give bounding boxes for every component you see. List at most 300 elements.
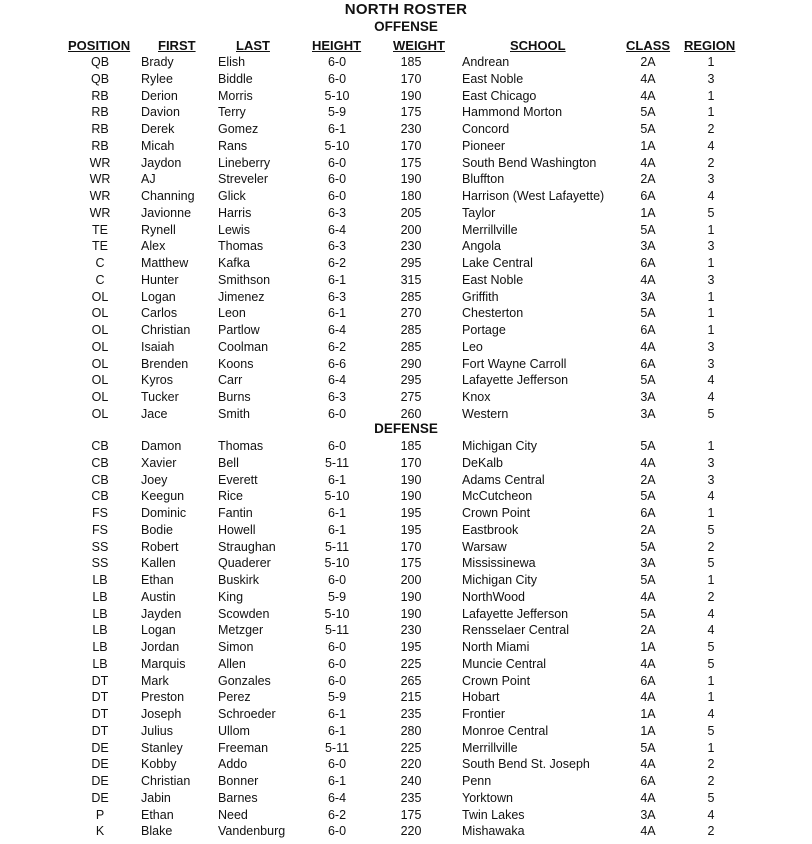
cell-height: 6-3 bbox=[327, 239, 347, 254]
cell-first: Joey bbox=[141, 472, 168, 487]
cell-last: Harris bbox=[218, 205, 252, 220]
cell-class: 3A bbox=[640, 807, 656, 822]
cell-position: LB bbox=[92, 623, 108, 638]
cell-position: WR bbox=[89, 205, 111, 220]
cell-last: Addo bbox=[218, 757, 248, 772]
cell-first: Kallen bbox=[141, 556, 176, 571]
table-row bbox=[0, 689, 812, 706]
cell-position: OL bbox=[91, 373, 109, 388]
table-row bbox=[0, 255, 812, 272]
page-title: NORTH ROSTER bbox=[344, 1, 468, 18]
cell-height: 6-0 bbox=[327, 189, 347, 203]
cell-last: Koons bbox=[218, 356, 254, 371]
table-row bbox=[0, 121, 812, 138]
cell-class: 5A bbox=[640, 539, 656, 554]
cell-weight: 285 bbox=[400, 289, 422, 304]
table-row bbox=[0, 773, 812, 790]
cell-position: SS bbox=[91, 539, 109, 554]
table-row bbox=[0, 790, 812, 807]
cell-last: Burns bbox=[218, 390, 251, 404]
cell-school: Michigan City bbox=[462, 439, 538, 453]
cell-class: 2A bbox=[640, 472, 656, 487]
cell-weight: 170 bbox=[400, 539, 422, 554]
cell-first: Tucker bbox=[141, 390, 179, 404]
cell-region: 5 bbox=[707, 205, 715, 220]
table-row bbox=[0, 88, 812, 105]
cell-school: South Bend Washington bbox=[462, 155, 597, 170]
cell-first: AJ bbox=[141, 172, 156, 187]
header-region: REGION bbox=[684, 38, 736, 53]
cell-weight: 175 bbox=[400, 807, 422, 822]
cell-last: Buskirk bbox=[218, 573, 259, 587]
cell-last: Metzger bbox=[218, 623, 264, 638]
cell-position: SS bbox=[91, 556, 109, 571]
cell-class: 4A bbox=[640, 272, 656, 287]
cell-school: Bluffton bbox=[462, 172, 505, 187]
cell-weight: 205 bbox=[400, 205, 422, 220]
cell-height: 6-0 bbox=[327, 439, 347, 453]
cell-class: 5A bbox=[640, 740, 656, 755]
cell-last: Everett bbox=[218, 472, 258, 487]
cell-first: Austin bbox=[141, 589, 176, 604]
cell-first: Joseph bbox=[141, 707, 182, 721]
cell-class: 4A bbox=[640, 455, 656, 470]
cell-height: 5-9 bbox=[327, 589, 347, 604]
cell-height: 5-9 bbox=[327, 690, 347, 705]
cell-weight: 175 bbox=[400, 155, 422, 170]
cell-position: WR bbox=[89, 172, 111, 187]
cell-region: 3 bbox=[707, 339, 715, 354]
table-row bbox=[0, 472, 812, 489]
cell-position: LB bbox=[92, 656, 108, 671]
cell-first: Kobby bbox=[141, 757, 177, 772]
cell-position: LB bbox=[92, 589, 108, 604]
table-row bbox=[0, 555, 812, 572]
cell-weight: 200 bbox=[400, 573, 422, 587]
cell-weight: 285 bbox=[400, 323, 422, 337]
cell-class: 4A bbox=[640, 71, 656, 86]
cell-class: 4A bbox=[640, 757, 656, 772]
cell-school: East Noble bbox=[462, 71, 524, 86]
cell-height: 6-0 bbox=[327, 155, 347, 170]
cell-last: Bell bbox=[218, 455, 239, 470]
header-last: LAST bbox=[236, 38, 270, 53]
cell-school: Lafayette Jefferson bbox=[462, 606, 569, 621]
table-row bbox=[0, 171, 812, 188]
cell-last: Smith bbox=[218, 406, 250, 421]
cell-class: 3A bbox=[640, 289, 656, 304]
cell-class: 1A bbox=[640, 723, 656, 738]
cell-last: Barnes bbox=[218, 790, 258, 805]
cell-height: 6-3 bbox=[327, 205, 347, 220]
cell-height: 6-1 bbox=[327, 506, 347, 520]
cell-last: Partlow bbox=[218, 323, 260, 337]
cell-height: 5-10 bbox=[324, 556, 350, 571]
cell-position: DE bbox=[91, 757, 109, 772]
cell-school: Griffith bbox=[462, 289, 499, 304]
cell-height: 6-1 bbox=[327, 707, 347, 721]
cell-first: Rylee bbox=[141, 71, 173, 86]
table-row bbox=[0, 572, 812, 589]
offense-table bbox=[0, 54, 812, 423]
cell-position: LB bbox=[92, 606, 108, 621]
cell-weight: 295 bbox=[400, 256, 422, 270]
header-weight: WEIGHT bbox=[393, 38, 445, 53]
cell-weight: 190 bbox=[400, 88, 422, 103]
cell-region: 3 bbox=[707, 272, 715, 287]
cell-class: 5A bbox=[640, 606, 656, 621]
defense-table bbox=[0, 438, 812, 840]
cell-position: DT bbox=[91, 690, 109, 705]
cell-class: 6A bbox=[640, 323, 656, 337]
cell-class: 4A bbox=[640, 339, 656, 354]
cell-first: Rynell bbox=[141, 222, 176, 237]
cell-position: DE bbox=[91, 740, 109, 755]
cell-last: Need bbox=[218, 807, 248, 822]
cell-first: Channing bbox=[141, 189, 195, 203]
cell-weight: 315 bbox=[400, 272, 422, 287]
cell-weight: 195 bbox=[400, 640, 422, 654]
cell-height: 6-0 bbox=[327, 172, 347, 187]
cell-region: 4 bbox=[707, 606, 715, 621]
table-row bbox=[0, 656, 812, 673]
table-row bbox=[0, 756, 812, 773]
cell-last: Leon bbox=[218, 306, 246, 321]
cell-weight: 290 bbox=[400, 356, 422, 371]
cell-region: 5 bbox=[707, 522, 715, 537]
cell-weight: 230 bbox=[400, 623, 422, 638]
cell-weight: 220 bbox=[400, 757, 422, 772]
cell-last: Smithson bbox=[218, 272, 271, 287]
cell-first: Robert bbox=[141, 539, 179, 554]
table-row bbox=[0, 155, 812, 172]
cell-region: 1 bbox=[707, 439, 715, 453]
cell-position: TE bbox=[92, 239, 108, 254]
cell-school: Monroe Central bbox=[462, 723, 549, 738]
cell-weight: 195 bbox=[400, 506, 422, 520]
cell-last: Rans bbox=[218, 138, 248, 153]
cell-school: DeKalb bbox=[462, 455, 503, 470]
header-height: HEIGHT bbox=[312, 38, 362, 53]
cell-weight: 235 bbox=[400, 707, 422, 721]
cell-weight: 170 bbox=[400, 71, 422, 86]
cell-position: RB bbox=[91, 122, 109, 136]
table-row bbox=[0, 406, 812, 423]
cell-height: 5-9 bbox=[327, 105, 347, 120]
cell-position: DT bbox=[91, 673, 109, 688]
cell-position: OL bbox=[91, 356, 109, 371]
cell-region: 2 bbox=[707, 589, 715, 604]
cell-school: Andrean bbox=[462, 55, 510, 69]
cell-region: 4 bbox=[707, 489, 715, 504]
cell-weight: 270 bbox=[400, 306, 422, 321]
cell-last: Gomez bbox=[218, 122, 259, 136]
cell-region: 1 bbox=[707, 256, 715, 270]
cell-region: 1 bbox=[707, 55, 715, 69]
cell-first: Jaydon bbox=[141, 155, 182, 170]
cell-region: 3 bbox=[707, 356, 715, 371]
cell-region: 5 bbox=[707, 723, 715, 738]
cell-position: CB bbox=[91, 489, 109, 504]
cell-class: 1A bbox=[640, 707, 656, 721]
defense-heading: DEFENSE bbox=[374, 421, 438, 436]
cell-height: 6-0 bbox=[327, 656, 347, 671]
cell-height: 6-3 bbox=[327, 289, 347, 304]
cell-school: NorthWood bbox=[462, 589, 525, 604]
table-row bbox=[0, 807, 812, 824]
cell-region: 1 bbox=[707, 306, 715, 321]
cell-first: Julius bbox=[141, 723, 173, 738]
cell-region: 1 bbox=[707, 673, 715, 688]
cell-height: 5-10 bbox=[324, 138, 350, 153]
cell-region: 1 bbox=[707, 105, 715, 120]
cell-school: Concord bbox=[462, 122, 510, 136]
cell-height: 6-0 bbox=[327, 673, 347, 688]
cell-class: 1A bbox=[640, 138, 656, 153]
cell-class: 1A bbox=[640, 205, 656, 220]
cell-position: RB bbox=[91, 88, 109, 103]
cell-last: Thomas bbox=[218, 239, 264, 254]
cell-region: 5 bbox=[707, 640, 715, 654]
cell-first: Brenden bbox=[141, 356, 189, 371]
cell-position: OL bbox=[91, 406, 109, 421]
cell-weight: 190 bbox=[400, 489, 422, 504]
cell-school: Mishawaka bbox=[462, 824, 525, 839]
table-row bbox=[0, 706, 812, 723]
cell-class: 6A bbox=[640, 256, 656, 270]
cell-class: 4A bbox=[640, 790, 656, 805]
cell-weight: 225 bbox=[400, 656, 422, 671]
table-row bbox=[0, 305, 812, 322]
cell-weight: 265 bbox=[400, 673, 422, 688]
cell-last: King bbox=[218, 589, 244, 604]
cell-school: Adams Central bbox=[462, 472, 545, 487]
header-school: SCHOOL bbox=[510, 38, 566, 53]
cell-height: 6-0 bbox=[327, 757, 347, 772]
cell-region: 4 bbox=[707, 707, 715, 721]
cell-first: Ethan bbox=[141, 807, 174, 822]
cell-school: Western bbox=[462, 406, 509, 421]
table-row bbox=[0, 389, 812, 406]
cell-class: 3A bbox=[640, 406, 656, 421]
cell-class: 2A bbox=[640, 172, 656, 187]
cell-position: FS bbox=[92, 522, 108, 537]
cell-school: Portage bbox=[462, 323, 506, 337]
cell-position: DE bbox=[91, 774, 109, 788]
cell-class: 1A bbox=[640, 640, 656, 654]
cell-school: Leo bbox=[462, 339, 483, 354]
table-row bbox=[0, 639, 812, 656]
header-position: POSITION bbox=[68, 38, 131, 53]
cell-position: DT bbox=[91, 707, 109, 721]
cell-school: Muncie Central bbox=[462, 656, 547, 671]
cell-last: Gonzales bbox=[218, 673, 271, 688]
cell-weight: 230 bbox=[400, 239, 422, 254]
cell-height: 6-0 bbox=[327, 55, 347, 69]
table-row bbox=[0, 104, 812, 121]
cell-last: Jimenez bbox=[218, 289, 265, 304]
cell-school: Twin Lakes bbox=[462, 807, 525, 822]
cell-school: Yorktown bbox=[462, 790, 513, 805]
table-row bbox=[0, 589, 812, 606]
cell-class: 6A bbox=[640, 356, 656, 371]
cell-position: P bbox=[95, 807, 105, 822]
cell-first: Javionne bbox=[141, 205, 192, 220]
cell-height: 6-0 bbox=[327, 573, 347, 587]
cell-height: 6-2 bbox=[327, 807, 347, 822]
table-row bbox=[0, 322, 812, 339]
cell-weight: 190 bbox=[400, 172, 422, 187]
cell-weight: 215 bbox=[400, 690, 422, 705]
cell-region: 1 bbox=[707, 323, 715, 337]
cell-last: Perez bbox=[218, 690, 251, 705]
cell-region: 1 bbox=[707, 690, 715, 705]
cell-region: 5 bbox=[707, 656, 715, 671]
cell-position: OL bbox=[91, 289, 109, 304]
cell-first: Jace bbox=[141, 406, 168, 421]
cell-class: 2A bbox=[640, 522, 656, 537]
cell-last: Howell bbox=[218, 522, 256, 537]
cell-last: Kafka bbox=[218, 256, 250, 270]
cell-last: Lineberry bbox=[218, 155, 271, 170]
cell-position: OL bbox=[91, 390, 109, 404]
cell-weight: 185 bbox=[400, 55, 422, 69]
cell-weight: 235 bbox=[400, 790, 422, 805]
cell-weight: 180 bbox=[400, 189, 422, 203]
table-row bbox=[0, 54, 812, 71]
cell-region: 2 bbox=[707, 757, 715, 772]
cell-school: Merrillville bbox=[462, 740, 518, 755]
cell-weight: 175 bbox=[400, 105, 422, 120]
cell-last: Allen bbox=[218, 656, 246, 671]
cell-class: 5A bbox=[640, 122, 656, 136]
cell-last: Terry bbox=[218, 105, 246, 120]
table-row bbox=[0, 455, 812, 472]
cell-region: 2 bbox=[707, 774, 715, 788]
cell-region: 5 bbox=[707, 790, 715, 805]
table-row bbox=[0, 71, 812, 88]
cell-first: Logan bbox=[141, 623, 176, 638]
cell-height: 6-4 bbox=[327, 790, 347, 805]
table-row bbox=[0, 289, 812, 306]
cell-last: Simon bbox=[218, 640, 254, 654]
cell-region: 3 bbox=[707, 455, 715, 470]
cell-position: QB bbox=[90, 55, 110, 69]
cell-last: Thomas bbox=[218, 439, 264, 453]
cell-position: LB bbox=[92, 640, 108, 654]
cell-height: 5-10 bbox=[324, 489, 350, 504]
cell-height: 5-11 bbox=[324, 623, 350, 638]
cell-position: TE bbox=[92, 222, 108, 237]
table-row bbox=[0, 438, 812, 455]
cell-position: QB bbox=[90, 71, 110, 86]
cell-first: Stanley bbox=[141, 740, 183, 755]
table-row bbox=[0, 488, 812, 505]
cell-height: 6-2 bbox=[327, 256, 347, 270]
table-row bbox=[0, 205, 812, 222]
cell-position: LB bbox=[92, 573, 108, 587]
cell-height: 6-0 bbox=[327, 71, 347, 86]
cell-position: CB bbox=[91, 472, 109, 487]
cell-height: 6-1 bbox=[327, 774, 347, 788]
table-row bbox=[0, 823, 812, 840]
header-first: FIRST bbox=[158, 38, 196, 53]
cell-class: 6A bbox=[640, 189, 656, 203]
cell-first: Jabin bbox=[141, 790, 171, 805]
cell-region: 1 bbox=[707, 222, 715, 237]
cell-school: Angola bbox=[462, 239, 501, 254]
cell-first: Isaiah bbox=[141, 339, 175, 354]
cell-height: 6-4 bbox=[327, 373, 347, 388]
cell-school: Mississinewa bbox=[462, 556, 536, 571]
cell-position: CB bbox=[91, 455, 109, 470]
cell-position: DT bbox=[91, 723, 109, 738]
cell-height: 5-11 bbox=[324, 539, 350, 554]
cell-weight: 170 bbox=[400, 138, 422, 153]
cell-first: Davion bbox=[141, 105, 180, 120]
cell-class: 3A bbox=[640, 556, 656, 571]
cell-weight: 260 bbox=[400, 406, 422, 421]
cell-region: 3 bbox=[707, 71, 715, 86]
cell-school: Eastbrook bbox=[462, 522, 519, 537]
cell-school: McCutcheon bbox=[462, 489, 533, 504]
table-row bbox=[0, 622, 812, 639]
cell-first: Logan bbox=[141, 289, 176, 304]
cell-weight: 190 bbox=[400, 606, 422, 621]
cell-height: 6-1 bbox=[327, 306, 347, 321]
table-row bbox=[0, 272, 812, 289]
cell-class: 6A bbox=[640, 774, 656, 788]
cell-first: Alex bbox=[141, 239, 166, 254]
cell-class: 5A bbox=[640, 105, 656, 120]
cell-region: 4 bbox=[707, 189, 715, 203]
cell-weight: 275 bbox=[400, 390, 422, 404]
cell-last: Glick bbox=[218, 189, 246, 203]
cell-school: Merrillville bbox=[462, 222, 518, 237]
cell-class: 5A bbox=[640, 306, 656, 321]
cell-first: Dominic bbox=[141, 506, 187, 520]
cell-school: Warsaw bbox=[462, 539, 507, 554]
cell-height: 6-1 bbox=[327, 122, 347, 136]
cell-last: Quaderer bbox=[218, 556, 271, 571]
cell-school: Crown Point bbox=[462, 506, 531, 520]
cell-school: North Miami bbox=[462, 640, 530, 654]
table-row bbox=[0, 238, 812, 255]
cell-position: OL bbox=[91, 339, 109, 354]
cell-position: RB bbox=[91, 105, 109, 120]
cell-position: K bbox=[95, 824, 105, 839]
cell-weight: 185 bbox=[400, 439, 422, 453]
cell-position: C bbox=[95, 272, 105, 287]
cell-weight: 225 bbox=[400, 740, 422, 755]
cell-last: Morris bbox=[218, 88, 253, 103]
cell-first: Kyros bbox=[141, 373, 173, 388]
cell-class: 4A bbox=[640, 824, 656, 839]
cell-school: Pioneer bbox=[462, 138, 506, 153]
cell-last: Coolman bbox=[218, 339, 269, 354]
cell-region: 4 bbox=[707, 138, 715, 153]
cell-height: 6-4 bbox=[327, 222, 347, 237]
cell-height: 6-4 bbox=[327, 323, 347, 337]
cell-first: Matthew bbox=[141, 256, 189, 270]
cell-weight: 295 bbox=[400, 373, 422, 388]
cell-school: Chesterton bbox=[462, 306, 524, 321]
cell-school: East Chicago bbox=[462, 88, 537, 103]
cell-first: Carlos bbox=[141, 306, 178, 321]
cell-region: 2 bbox=[707, 539, 715, 554]
cell-position: RB bbox=[91, 138, 109, 153]
cell-region: 4 bbox=[707, 390, 715, 404]
